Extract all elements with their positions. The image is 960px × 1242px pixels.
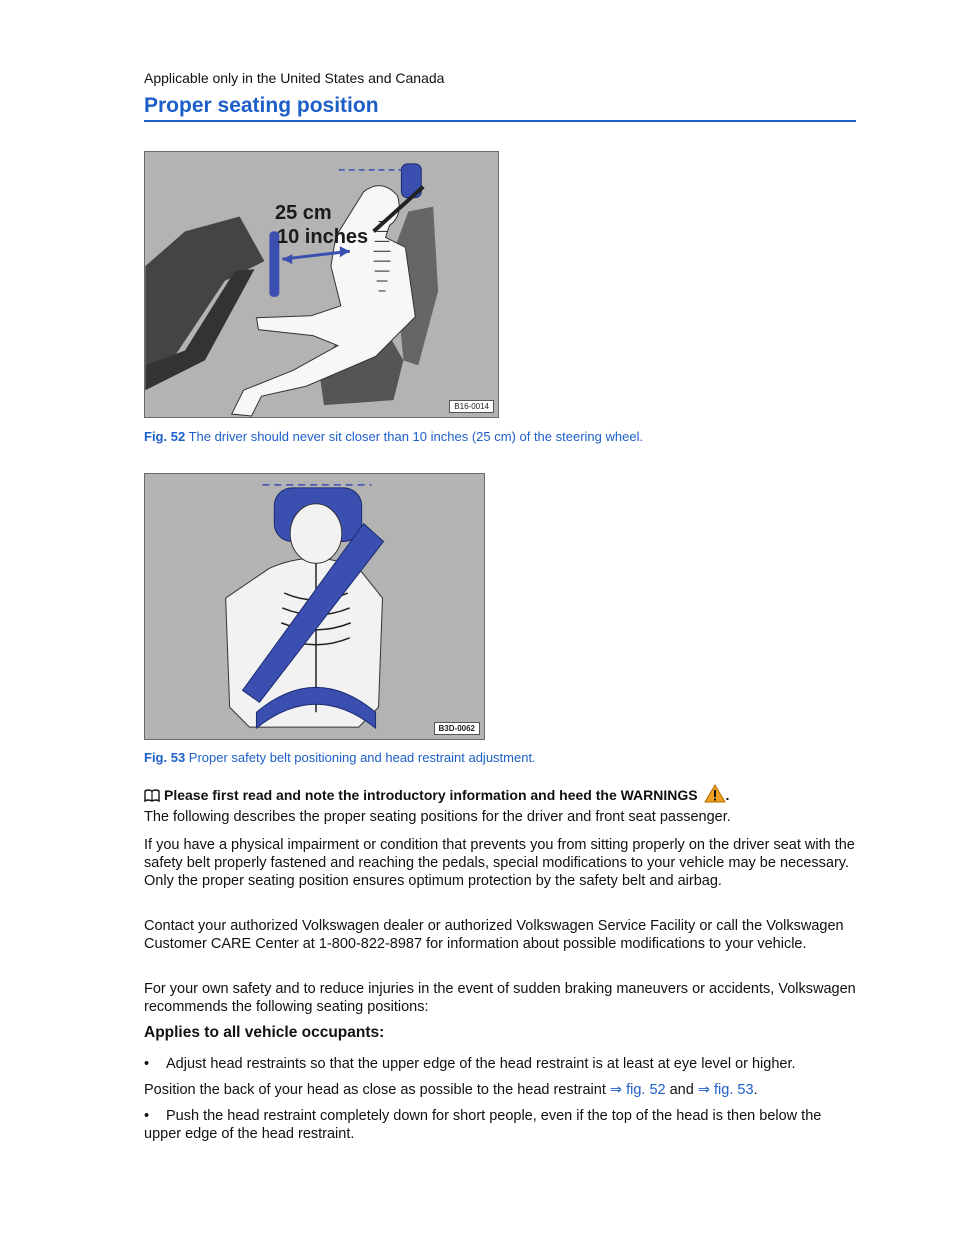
title-rule [144, 120, 856, 122]
note-text: Please first read and note the introductory information and heed the WARNINGS [164, 787, 698, 803]
caption-text: Proper safety belt positioning and head restraint adjustment. [185, 750, 536, 765]
figure-ref: Fig. 53 [144, 750, 186, 765]
belt-position-illustration [145, 474, 484, 739]
figure-53-caption [144, 750, 536, 765]
distance-label-inches: 10 inches [277, 226, 369, 248]
bullet-item-1 [144, 1055, 856, 1073]
warning-icon [704, 784, 726, 806]
figure-code: B3D-0062 [434, 722, 480, 735]
bullet-text: Adjust head restraints so that the upper edge of the head restraint is at least at eye level or higher. [166, 1056, 796, 1072]
arrow-head-left [282, 254, 292, 264]
bullet-dot: • [144, 1056, 150, 1072]
book-icon [144, 789, 160, 805]
fig-53-link[interactable]: ⇒ fig. 53 [697, 1082, 754, 1098]
paragraph-3: Contact your authorized Volkswagen dealer or authorized Volkswagen Service Facility or call the Volkswagen Customer CARE Center at 1-800-822-8987 for information about possible modifications to your vehicle. [144, 918, 844, 952]
figure-52-seating-distance [144, 151, 499, 418]
position-paragraph [144, 1081, 856, 1099]
intro-note [144, 784, 729, 806]
caption-text: The driver should never sit closer than 10 inches (25 cm) of the steering wheel. [185, 429, 644, 444]
fig-52-link[interactable]: ⇒ fig. 52 [609, 1082, 666, 1098]
paragraph-1: The following describes the proper seating positions for the driver and front seat passenger. [144, 809, 731, 825]
position-text-and: and [665, 1082, 698, 1098]
paragraph-2: If you have a physical impairment or condition that prevents you from sitting properly on the driver seat with the safety belt properly fastened and reaching the pedals, special modifications to your vehicle may be necessary. Only the proper seating position ensures optimum protection by the safety belt and airbag. [144, 837, 855, 889]
note-end: . [725, 787, 730, 803]
section-heading: Applies to all vehicle occupants: [144, 1024, 385, 1041]
position-text: Position the back of your head as close as possible to the head restraint [144, 1082, 610, 1098]
figure-ref: Fig. 52 [144, 429, 186, 444]
figure-53-belt-position [144, 473, 485, 740]
applicability-note: Applicable only in the United States and Canada [144, 70, 445, 86]
position-text-end: . [753, 1082, 758, 1098]
page-title: Proper seating position [144, 94, 379, 117]
bullet-text: Push the head restraint completely down for short people, even if the top of the head is then below the upper edge of the head restraint. [144, 1108, 822, 1142]
figure-52-caption [144, 429, 643, 444]
head-figure [290, 504, 342, 564]
bullet-dot: • [144, 1108, 150, 1124]
bullet-item-2 [144, 1107, 856, 1143]
distance-label-cm: 25 cm [275, 202, 332, 224]
driver-seating-illustration [145, 152, 498, 417]
paragraph-4: For your own safety and to reduce injuries in the event of sudden braking maneuvers or accidents, Volkswagen recommends the following seating positions: [144, 981, 856, 1015]
figure-code: B16-0014 [449, 400, 494, 413]
